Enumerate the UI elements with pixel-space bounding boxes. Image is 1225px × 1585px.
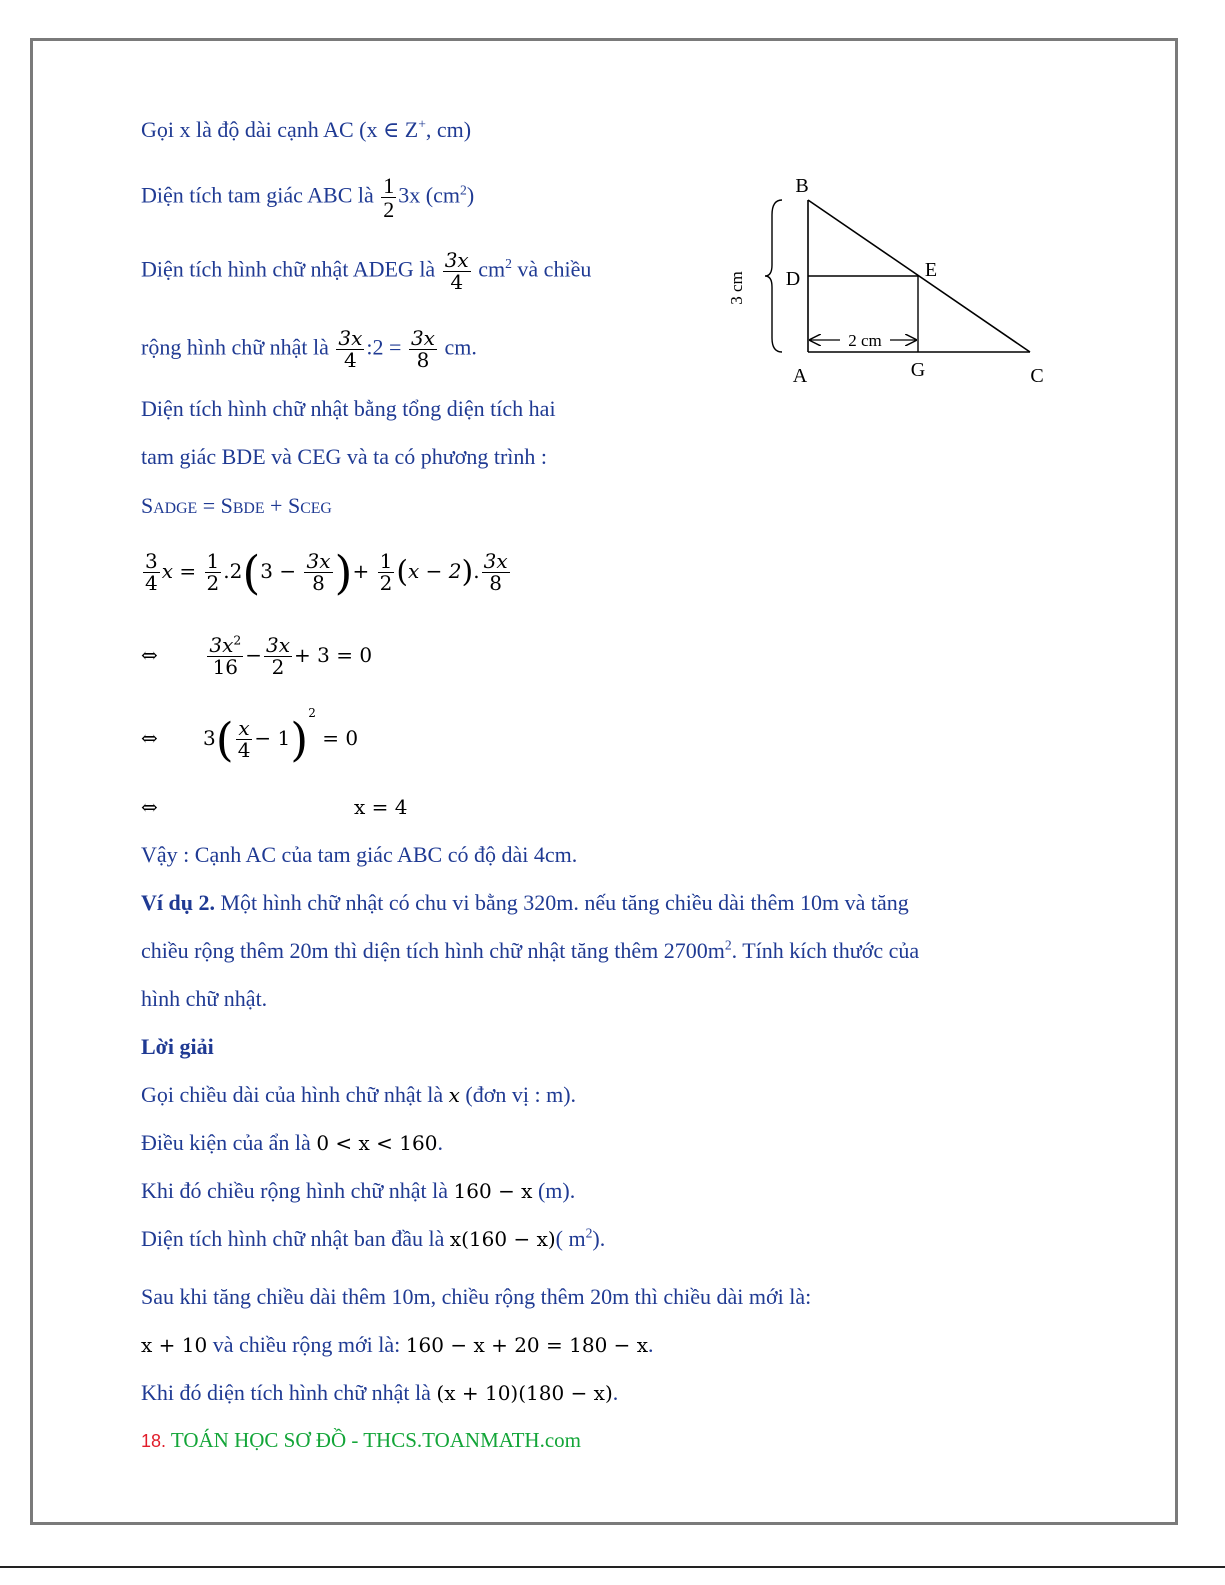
line-4-b: cm. <box>444 334 477 360</box>
s-sub-1: ADGE <box>153 500 198 517</box>
fraction-3x-4-b <box>336 328 364 371</box>
page-footer <box>141 1428 581 1453</box>
s2-text: Điều kiện của ẩn là <box>141 1130 311 1155</box>
width-label: 2 cm <box>848 331 882 350</box>
frac-den: 4 <box>237 738 251 762</box>
s4-c: ). <box>592 1226 606 1251</box>
example-2-line-2a: chiều rộng thêm 20m thì diện tích hình chữ nhật tăng thêm 2700m <box>141 938 725 963</box>
s-plus: + S <box>264 493 301 518</box>
eq3-tail: = 0 <box>322 726 359 750</box>
eq4-result: x = 4 <box>354 795 408 819</box>
text-line-6: tam giác BDE và CEG và ta có phương trình : <box>141 444 548 469</box>
frac-num: 1 <box>206 549 220 573</box>
frac-num: 1 <box>383 173 395 198</box>
s1-text: Gọi chiều dài của hình chữ nhật là <box>141 1082 444 1107</box>
triangle-figure <box>720 170 1060 395</box>
s7-math: (x + 10)(180 − x) <box>436 1381 613 1405</box>
solution-line-6 <box>141 1331 654 1359</box>
s1-tail: (đơn vị : m). <box>465 1082 577 1107</box>
line-1-sup: + <box>418 116 426 132</box>
text-line-5: Diện tích hình chữ nhật bằng tổng diện tích hai <box>141 396 556 421</box>
line-3-text: Diện tích hình chữ nhật ADEG là <box>141 256 436 282</box>
vertex-g-label: G <box>910 359 926 381</box>
eq1-plus: + <box>352 559 370 583</box>
frac-den: 2 <box>383 197 395 223</box>
text-line-4 <box>141 328 477 371</box>
paren-open: ( <box>242 545 261 600</box>
eq3-frac <box>236 718 253 761</box>
eq2-minus: − <box>245 643 263 667</box>
text-line-2 <box>141 174 474 221</box>
example-2-line-2b: . Tính kích thước của <box>731 938 920 963</box>
eq1-frac-1 <box>143 551 160 594</box>
line-2-sup: 2 <box>460 182 467 198</box>
frac-sup: 2 <box>233 632 242 648</box>
fraction-3x-4 <box>443 250 471 293</box>
s2-tail: . <box>437 1130 443 1155</box>
solution-line-7 <box>141 1379 618 1407</box>
paren-open: ( <box>396 554 409 590</box>
frac-den: 8 <box>489 571 502 595</box>
s-sub-3: CEG <box>300 500 332 517</box>
line-4-text: rộng hình chữ nhật là <box>141 334 329 360</box>
solution-line-5: Sau khi tăng chiều dài thêm 10m, chiều rộng thêm 20m thì chiều dài mới là: <box>141 1284 812 1309</box>
line-2-c: ) <box>466 182 475 208</box>
equivalence-arrow-icon: ⇔ <box>141 795 158 819</box>
solution-heading: Lời giải <box>141 1034 214 1059</box>
eq2-frac-2 <box>264 635 292 678</box>
vertex-b-label: B <box>795 175 809 197</box>
line-2-b: 3x (cm <box>398 182 460 208</box>
frac-den: 2 <box>206 571 220 595</box>
frac-num: 1 <box>379 549 393 573</box>
line-3-b: cm <box>478 256 506 282</box>
page-bottom-rule <box>0 1566 1225 1568</box>
vertex-a-label: A <box>792 365 808 387</box>
frac-num: 3x <box>266 633 291 657</box>
eq1-x: x = <box>161 559 197 583</box>
solution-line-2 <box>141 1129 443 1157</box>
frac-den: 2 <box>271 655 285 679</box>
line-2-text: Diện tích tam giác ABC là <box>141 182 374 208</box>
s6-math-1: x + 10 <box>141 1333 208 1357</box>
frac-num: x <box>236 718 253 740</box>
frac-den: 8 <box>416 348 430 372</box>
equation-3 <box>141 706 359 767</box>
fraction-one-half <box>381 174 396 221</box>
frac-num: 3 <box>145 549 158 573</box>
s-1: S <box>141 493 154 518</box>
s-sub-2: BDE <box>232 500 265 517</box>
s7-tail: . <box>612 1380 619 1405</box>
example-2-sup: 2 <box>724 937 732 953</box>
s4-text: Diện tích hình chữ nhật ban đầu là <box>141 1226 445 1251</box>
eq2-frac-1 <box>207 632 243 679</box>
equation-1 <box>141 543 512 599</box>
s7-text: Khi đó diện tích hình chữ nhật là <box>141 1380 431 1405</box>
eq1-dot: . <box>473 559 480 583</box>
equation-4 <box>141 793 407 821</box>
s2-math: 0 < x < 160 <box>316 1131 438 1155</box>
frac-num: 3x <box>483 549 508 573</box>
eq3-coef: 3 <box>203 726 216 750</box>
frac-den: 4 <box>344 348 357 372</box>
eq1-inner: 3 − <box>260 559 297 583</box>
frac-num: 3x <box>410 326 435 350</box>
paren-close: ) <box>461 554 474 590</box>
line-3-sup: 2 <box>505 256 512 272</box>
example-2-line-3: hình chữ nhật. <box>141 986 268 1011</box>
example-2-text: Một hình chữ nhật có chu vi bằng 320m. nếu tăng chiều dài thêm 10m và tăng <box>214 890 909 915</box>
vertex-e-label: E <box>924 259 938 281</box>
frac-num: 3x <box>338 326 363 350</box>
s3-text: Khi đó chiều rộng hình chữ nhật là <box>141 1178 449 1203</box>
eq1-frac-4 <box>378 551 395 594</box>
s6-tail: . <box>648 1332 654 1357</box>
height-brace <box>765 200 782 352</box>
conclusion: Vậy : Cạnh AC của tam giác ABC có độ dài 4cm. <box>141 842 578 867</box>
frac-num: 3x <box>444 248 469 272</box>
frac-den: 4 <box>450 270 464 294</box>
text-line-3 <box>141 250 591 293</box>
example-2-line-2 <box>141 937 919 965</box>
frac-num: 3x <box>209 633 234 657</box>
s4-b: ( m <box>555 1226 586 1251</box>
line-4-mid: :2 = <box>366 334 402 360</box>
eq3-inner: − 1 <box>254 726 291 750</box>
vertex-c-label: C <box>1030 365 1044 387</box>
text-line-1 <box>141 116 471 144</box>
example-2-line-1 <box>141 889 909 917</box>
solution-line-1 <box>141 1081 576 1109</box>
s1-math: x <box>448 1083 460 1107</box>
s-eq: = S <box>197 493 233 518</box>
page-number: 18. <box>141 1431 167 1451</box>
s4-math: x(160 − x) <box>449 1227 556 1251</box>
frac-den: 8 <box>312 571 325 595</box>
frac-den: 16 <box>212 655 239 679</box>
footer-brand: TOÁN HỌC SƠ ĐỒ - THCS.TOANMATH.com <box>166 1428 582 1452</box>
s6-math-2: 160 − x + 20 = 180 − x <box>405 1333 649 1357</box>
line-1-end: , cm) <box>425 117 472 142</box>
eq1-paren: x − 2 <box>408 559 462 583</box>
solution-line-3 <box>141 1177 575 1205</box>
eq3-sup: 2 <box>308 706 316 720</box>
eq1-frac-2 <box>205 551 222 594</box>
fraction-3x-8 <box>409 328 437 371</box>
frac-den: 2 <box>379 571 393 595</box>
height-label: 3 cm <box>727 271 746 305</box>
s3-math: 160 − x <box>453 1179 533 1203</box>
line-1-text: Gọi x là độ dài cạnh AC (x ∈ Z <box>141 117 419 142</box>
frac-num: 3x <box>306 549 331 573</box>
vertex-d-label: D <box>785 268 801 290</box>
s3-tail: (m). <box>537 1178 576 1203</box>
s6-text: và chiều rộng mới là: <box>212 1332 401 1357</box>
equation-2 <box>141 627 372 683</box>
line-3-c: và chiều <box>517 256 592 282</box>
eq1-mul: .2 <box>223 559 243 583</box>
example-2-label: Ví dụ 2. <box>141 890 215 915</box>
solution-line-4 <box>141 1225 605 1253</box>
eq2-tail: + 3 = 0 <box>294 643 373 667</box>
equivalence-arrow-icon: ⇔ <box>141 726 158 750</box>
frac-den: 4 <box>145 571 158 595</box>
area-formula <box>141 492 332 523</box>
paren-open: ( <box>215 712 234 767</box>
paren-close: ) <box>290 712 309 767</box>
eq1-frac-3 <box>304 551 332 594</box>
equivalence-arrow-icon: ⇔ <box>141 643 158 667</box>
eq1-frac-5 <box>482 551 510 594</box>
paren-close: ) <box>334 545 353 600</box>
s4-sup: 2 <box>585 1225 593 1241</box>
